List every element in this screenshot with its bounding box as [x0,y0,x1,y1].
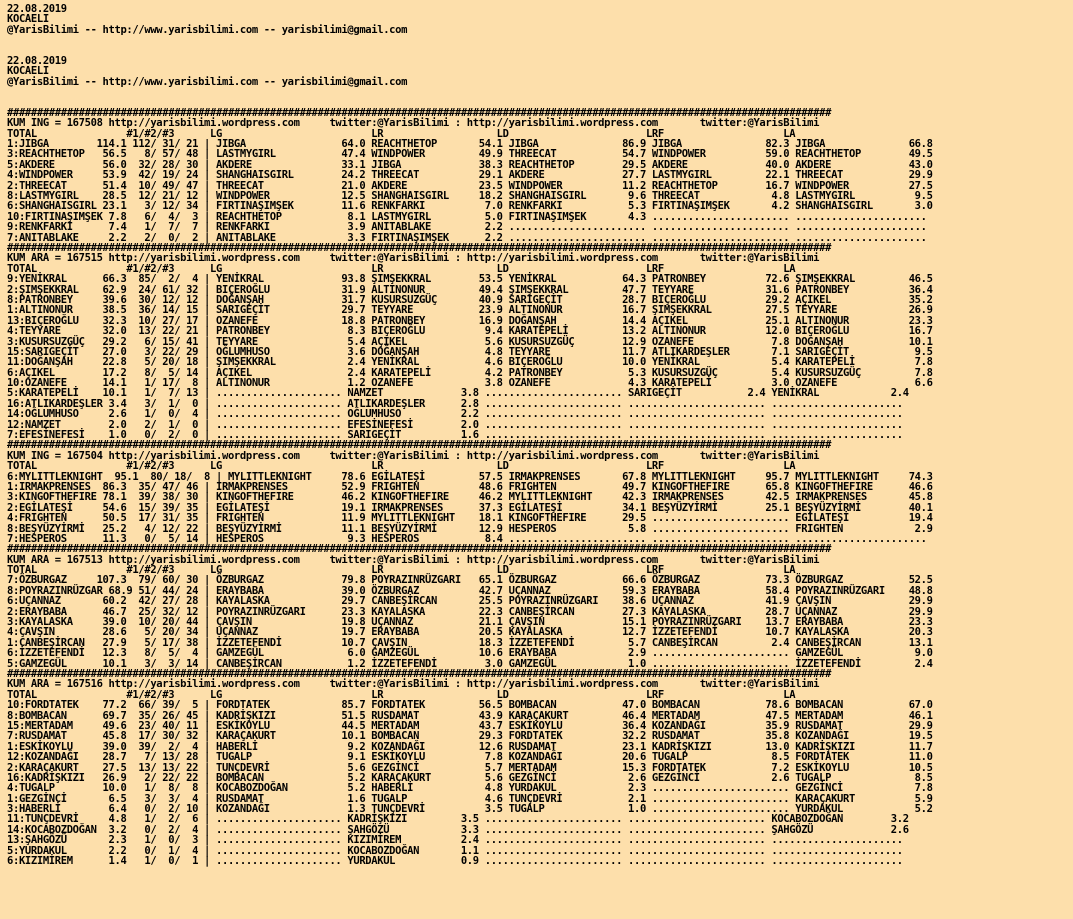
result-row: 3:KAYALASKA 39.0 10/ 20/ 44 | ÇAVŞIN 19.8 UÇANNAZ 21.1 ÇAVŞIN 15.1 POYRAZINRÜZGARI 13.7 ERAYBABA 23.3 [7,616,933,629]
result-row: 7:ÖZBURGAZ 107.3 79/ 60/ 30 | ÖZBURGAZ 79.8 POYRAZINRÜZGARI 65.1 ÖZBURGAZ 66.6 ÖZBURGAZ 73.3 ÖZBURGAZ 52.5 [7,574,933,587]
report-credits: @YarisBilimi -- http://www.yarisbilimi.com -- yarisbilimi@gmail.com [7,75,408,88]
result-row: 9:RENKFARKI 7.4 1/ 7/ 7 | RENKFARKI 3.9 ANITABLAKE 2.2 ....................... ....................... ...................... [7,221,927,234]
race-sections [7,108,1073,867]
result-row: 3:KUSURSUZGÜÇ 29.2 6/ 15/ 41 | TEYYARE 5.4 AÇIKEL 5.6 KUSURSUZGÜÇ 12.9 OZANEFE 7.8 DOĞANŞAH 10.1 [7,335,933,348]
result-row: 13:ŞAHGÖZÜ 2.3 1/ 0/ 3 | ..................... KIZIMİREM 2.4 ....................... ....................... ...................... [7,834,903,847]
result-row: 8:LASTMYGIRL 28.5 12/ 21/ 12 | WINDPOWER 12.5 SHANGHAISGIRL 18.2 SHANGHAISGIRL 9.6 THREECAT 4.8 LASTMYGIRL 9.5 [7,190,933,203]
result-row: 2:ERAYBABA 46.7 25/ 32/ 12 | POYRAZINRÜZGARI 23.3 KAYALASKA 22.3 CANBEŞİRCAN 27.3 KAYALASKA 28.7 UÇANNAZ 29.9 [7,605,933,618]
race-section [7,108,1073,243]
result-row: 1:CANBEŞİRCAN 27.9 5/ 17/ 38 | İZZETEFENDİ 10.7 ÇAVŞIN 18.3 İZZETEFENDİ 5.7 CANBEŞİRCAN 2.4 CANBEŞİRCAN 13.1 [7,636,933,649]
result-row: 14:OĞLUMHUSO 2.6 1/ 0/ 4 | ..................... OĞLUMHUSO 2.2 ....................... ....................... ...................... [7,408,903,421]
result-row: 5:YURDAKUL 2.2 0/ 1/ 4 | ..................... KOCABOZDOĞAN 1.1 ....................... ....................... ...................... [7,844,903,857]
result-row: 10:FORDTATEK 77.2 66/ 39/ 5 | FORDTATEK 85.7 FORDTATEK 56.5 BOMBACAN 47.0 BOMBACAN 78.6 BOMBACAN 67.0 [7,699,933,712]
column-header: TOTAL #1/#2/#3 LG LR LD LRF LA [7,127,796,140]
result-row: 2:ŞIMŞEKKRAL 62.9 24/ 61/ 32 | BIÇEROĞLU 31.9 ALTINONUR 49.4 ŞIMŞEKKRAL 47.7 TEYYARE 31.6 PATRONBEY 36.4 [7,283,933,296]
result-row: 15:SARIGEÇİT 27.0 3/ 22/ 29 | OĞLUMHUSO 3.6 DOĞANŞAH 4.8 TEYYARE 11.7 ATLIKARDEŞLER 7.1 SARIGEÇİT 9.5 [7,345,933,358]
header-block-1 [7,4,1073,35]
result-row: 5:GAMZEGÜL 10.1 3/ 3/ 14 | CANBEŞİRCAN 1.2 İZZETEFENDİ 3.0 GAMZEGÜL 1.0 ....................... İZZETEFENDİ 2.4 [7,657,933,670]
race-section [7,669,1073,866]
result-row: 7:EFESİNEFESİ 1.0 0/ 2/ 0 | ..................... SARIGEÇİT 1.6 ....................... ....................... ...................... [7,429,903,442]
spacer [7,46,1073,56]
result-row: 3:KINGOFTHEFIRE 78.1 39/ 38/ 30 | KINGOFTHEFIRE 46.2 KINGOFTHEFIRE 46.2 MYLITTLEKNIGHT 42.3 IRMAKPRENSES 42.5 IRMAKPRENSES 45.8 [7,491,933,504]
result-row: 12:KOZANDAĞI 28.7 7/ 13/ 28 | TUGALP 9.1 ESKİKOYLU 7.8 KOZANDAĞI 20.6 TUGALP 8.5 FORDTATEK 11.0 [7,751,933,764]
result-row: 10:FIRTINAŞIMŞEK 7.8 6/ 4/ 3 | REACHTHETOP 8.1 LASTMYGIRL 5.0 FIRTINAŞIMŞEK 4.3 ....................... ...................... [7,210,927,223]
result-row: 4:WINDPOWER 53.9 42/ 19/ 24 | SHANGHAISGIRL 24.2 THREECAT 29.1 AKDERE 27.7 LASTMYGIRL 22.1 THREECAT 29.9 [7,169,933,182]
column-header: TOTAL #1/#2/#3 LG LR LD LRF LA [7,688,796,701]
result-row: 16:ATLIKARDEŞLER 3.4 3/ 1/ 0 | ..................... ATLIKARDEŞLER 2.8 ....................... ....................... ...................... [7,397,903,410]
result-row: 6:SHANGHAISGIRL 23.1 3/ 12/ 34 | FIRTINAŞIMŞEK 11.6 RENKFARKI 7.0 RENKFARKI 5.3 FIRTINAŞIMŞEK 4.2 SHANGHAISGIRL 3.0 [7,200,933,213]
result-row: 7:RUSDAMAT 45.8 17/ 30/ 32 | KARAÇAKURT 10.1 BOMBACAN 29.3 FORDTATEK 32.2 RUSDAMAT 35.8 KOZANDAĞI 19.5 [7,730,933,743]
result-row: 8:PATRONBEY 39.6 30/ 12/ 12 | DOĞANŞAH 31.7 KUSURSUZGÜÇ 40.9 SARIGEÇİT 28.7 BIÇEROĞLU 29.2 AÇIKEL 35.2 [7,293,933,306]
result-row: 13:BIÇEROĞLU 32.3 10/ 27/ 17 | OZANEFE 18.8 PATRONBEY 16.9 DOĞANŞAH 14.4 AÇIKEL 25.1 ALTINONUR 23.3 [7,314,933,327]
result-row: 6:UÇANNAZ 60.2 42/ 27/ 28 | KAYALASKA 29.7 CANBEŞİRCAN 25.5 POYRAZINRÜZGARI 38.6 UÇANNAZ 41.9 ÇAVŞIN 29.9 [7,595,933,608]
race-title: KUM ARA = 167513 http://yarisbilimi.wordpress.com twitter:@YarisBilimi : http://yarisbilimi.wordpress.com twitter:@YarisBilimi [7,553,820,566]
report-date: 22.08.2019 [7,3,67,15]
report-credits: @YarisBilimi -- http://www.yarisbilimi.com -- yarisbilimi@gmail.com [7,23,408,36]
spacer [7,87,1073,97]
race-section [7,243,1073,440]
separator-line: ########################################################################################################################################## [7,241,832,254]
column-header: TOTAL #1/#2/#3 LG LR LD LRF LA [7,262,796,275]
result-row: 16:KADRİŞKIZI 26.9 2/ 22/ 22 | BOMBACAN 5.2 KARAÇAKURT 5.6 GEZGİNCİ 2.6 GEZGİNCİ 2.6 TUGALP 8.5 [7,771,933,784]
result-row: 9:YENİKRAL 66.3 85/ 2/ 4 | YENİKRAL 93.8 ŞIMŞEKKRAL 53.5 YENİKRAL 64.3 PATRONBEY 72.6 ŞIMŞEKKRAL 46.5 [7,273,933,286]
result-row: 6:MYLITTLEKNIGHT 95.1 80/ 18/ 8 | MYLITTLEKNIGHT 78.6 EGİLATEŞİ 57.5 IRMAKPRENSES 67.8 MYLITTLEKNIGHT 95.7 MYLITTLEKNIGHT 74.3 [7,470,933,483]
race-section [7,544,1073,669]
result-row: 2:EGİLATEŞİ 54.6 15/ 39/ 35 | EGİLATEŞİ 19.1 IRMAKPRENSES 37.3 EGİLATEŞİ 34.1 BEŞYÜZYİRMİ 25.1 BEŞYÜZYİRMİ 40.1 [7,501,933,514]
result-row: 1:GEZGİNCİ 6.5 3/ 3/ 4 | RUSDAMAT 1.6 TUGALP 4.6 TUNÇDEVRİ 2.1 ....................... KARAÇAKURT 5.9 [7,792,933,805]
result-row: 6:İZZETEFENDİ 12.3 8/ 5/ 4 | GAMZEGÜL 6.0 GAMZEGÜL 10.6 ERAYBABA 2.9 ....................... GAMZEGÜL 9.0 [7,647,933,660]
separator-line: ########################################################################################################################################## [7,543,832,556]
race-title: KUM ARA = 167516 http://yarisbilimi.wordpress.com twitter:@YarisBilimi : http://yarisbilimi.wordpress.com twitter:@YarisBilimi [7,678,820,691]
result-row: 8:BEŞYÜZYİRMİ 25.2 4/ 12/ 22 | BEŞYÜZYİRMİ 11.1 BEŞYÜZYİRMİ 12.9 HESPEROS 5.8 ....................... FRIGHTEN 2.9 [7,522,933,535]
race-title: KUM ING = 167508 http://yarisbilimi.wordpress.com twitter:@YarisBilimi : http://yarisbilimi.wordpress.com twitter:@YarisBilimi [7,117,820,130]
separator-line: ########################################################################################################################################## [7,439,832,452]
report-date: 22.08.2019 [7,54,67,67]
result-row: 1:IRMAKPRENSES 86.3 35/ 47/ 46 | IRMAKPRENSES 52.9 FRIGHTEN 48.6 FRIGHTEN 49.7 KINGOFTHEFIRE 65.8 KINGOFTHEFIRE 46.6 [7,480,933,493]
result-row: 7:HESPEROS 11.3 0/ 5/ 14 | HESPEROS 9.3 HESPEROS 8.4 ....................... ....................... ...................... [7,532,927,545]
race-title: KUM ARA = 167515 http://yarisbilimi.wordpress.com twitter:@YarisBilimi : http://yarisbilimi.wordpress.com twitter:@YarisBilimi [7,252,820,265]
result-row: 4:TEYYARE 32.0 13/ 22/ 21 | PATRONBEY 8.3 BIÇEROĞLU 9.4 KARATEPELİ 13.2 ALTINONUR 12.0 BIÇEROĞLU 16.7 [7,325,933,338]
result-row: 6:AÇIKEL 17.2 8/ 5/ 14 | AÇIKEL 2.4 KARATEPELİ 4.2 PATRONBEY 5.3 KUSURSUZGÜÇ 5.4 KUSURSUZGÜÇ 7.8 [7,366,933,379]
result-row: 7:ANITABLAKE 2.2 2/ 0/ 2 | ANITABLAKE 3.3 FIRTINAŞIMŞEK 2.2 ....................... ....................... ...................... [7,231,927,244]
result-row: 8:POYRAZINRÜZGAR 68.9 51/ 44/ 24 | ERAYBABA 39.0 ÖZBURGAZ 42.7 UÇANNAZ 59.3 ERAYBABA 58.4 POYRAZINRÜZGARI 48.8 [7,584,933,597]
result-row: 6:KIZIMİREM 1.4 1/ 0/ 1 | ..................... YURDAKUL 0.9 ....................... ....................... ...................... [7,855,903,868]
result-row: 4:FRIGHTEN 50.5 17/ 31/ 35 | FRIGHTEN 11.9 MYLITTLEKNIGHT 18.1 KINGOFTHEFIRE 29.5 ....................... EGİLATEŞİ 19.4 [7,512,933,525]
report-city: KOCAELI [7,13,49,26]
result-row: 14:KOCABOZDOĞAN 3.2 0/ 2/ 4 | ..................... ŞAHGÖZÜ 3.3 ....................... ....................... ŞAHGÖZÜ 2.6 [7,823,909,836]
result-row: 1:JIBGA 114.1 112/ 31/ 21 | JIBGA 64.0 REACHTHETOP 54.1 JIBGA 86.9 JIBGA 82.3 JIBGA 66.8 [7,138,933,151]
separator-line: ########################################################################################################################################## [7,106,832,119]
result-row: 1:ESKİKOYLU 39.0 39/ 2/ 4 | HABERLİ 9.2 KOZANDAĞI 12.6 RUSDAMAT 23.1 KADRİŞKIZI 13.0 KADRİŞKIZI 11.7 [7,740,933,753]
result-row: 4:TUGALP 10.0 1/ 8/ 8 | KOCABOZDOĞAN 5.2 HABERLİ 4.8 YURDAKUL 2.3 ....................... GEZGİNCİ 7.8 [7,782,933,795]
header-block-2 [7,56,1073,87]
result-row: 8:BOMBACAN 69.7 35/ 26/ 45 | KADRİŞKIZI 51.5 RUSDAMAT 43.9 KARAÇAKURT 46.4 MERTADAM 47.5 MERTADAM 46.1 [7,709,933,722]
column-header: TOTAL #1/#2/#3 LG LR LD LRF LA [7,460,796,473]
result-row: 4:ÇAVŞIN 28.6 5/ 20/ 34 | UÇANNAZ 19.7 ERAYBABA 20.5 KAYALASKA 12.7 İZZETEFENDİ 10.7 KAYALASKA 20.3 [7,626,933,639]
result-row: 3:REACHTHETOP 56.5 8/ 57/ 48 | LASTMYGIRL 47.4 WINDPOWER 49.9 THREECAT 54.7 WINDPOWER 59.0 REACHTHETOP 49.5 [7,148,933,161]
separator-line: ########################################################################################################################################## [7,668,832,680]
result-row: 5:KARATEPELİ 10.1 1/ 7/ 13 | ..................... NAMZET 3.8 ....................... SARIGEÇİT 2.4 YENİKRAL 2.4 [7,387,909,400]
result-row: 3:HABERLİ 6.4 0/ 2/ 10 | KOZANDAĞI 1.3 TUNÇDEVRİ 3.5 TUGALP 1.0 ....................... YURDAKUL 5.2 [7,803,933,816]
column-header: TOTAL #1/#2/#3 LG LR LD LRF LA [7,564,796,577]
report-city: KOCAELI [7,65,49,78]
race-title: KUM ING = 167504 http://yarisbilimi.wordpress.com twitter:@YarisBilimi : http://yarisbilimi.wordpress.com twitter:@YarisBilimi [7,449,820,462]
race-section [7,440,1073,544]
result-row: 11:TUNÇDEVRİ 4.8 1/ 2/ 6 | ..................... KADRİŞKIZI 3.5 ....................... ....................... KOCABOZDOĞAN 3.2 [7,813,909,826]
result-row: 15:MERTADAM 49.6 23/ 40/ 11 | ESKİKOYLU 44.5 MERTADAM 43.7 ESKİKOYLU 36.4 KOZANDAĞI 35.9 RUSDAMAT 29.9 [7,719,933,732]
result-row: 11:DOĞANŞAH 22.8 5/ 20/ 18 | ŞIMŞEKKRAL 2.4 YENİKRAL 4.6 BIÇEROĞLU 10.0 YENİKRAL 5.4 KARATEPELİ 7.8 [7,356,933,369]
result-row: 2:THREECAT 51.4 10/ 49/ 47 | THREECAT 21.0 AKDERE 23.5 WINDPOWER 11.2 REACHTHETOP 16.7 WINDPOWER 27.5 [7,179,933,192]
spacer [7,35,1073,45]
result-row: 10:OZANEFE 14.1 1/ 17/ 8 | ALTINONUR 1.2 OZANEFE 3.8 OZANEFE 4.3 KARATEPELİ 3.0 OZANEFE 6.6 [7,377,933,390]
result-row: 5:AKDERE 56.0 32/ 28/ 30 | AKDERE 33.1 JIBGA 38.3 REACHTHETOP 29.5 AKDERE 40.0 AKDERE 43.0 [7,158,933,171]
result-row: 2:KARAÇAKURT 27.5 13/ 13/ 22 | TUNÇDEVRİ 5.6 GEZGİNCİ 5.7 MERTADAM 15.3 FORDTATEK 7.2 ESKİKOYLU 10.5 [7,761,933,774]
result-row: 12:NAMZET 2.0 2/ 1/ 0 | ..................... EFESİNEFESİ 2.0 ....................... ....................... ...................... [7,418,903,431]
result-row: 1:ALTINONUR 38.5 36/ 14/ 15 | SARIGEÇİT 29.7 TEYYARE 23.9 ALTINONUR 16.7 ŞIMŞEKKRAL 27.5 TEYYARE 26.9 [7,304,933,317]
